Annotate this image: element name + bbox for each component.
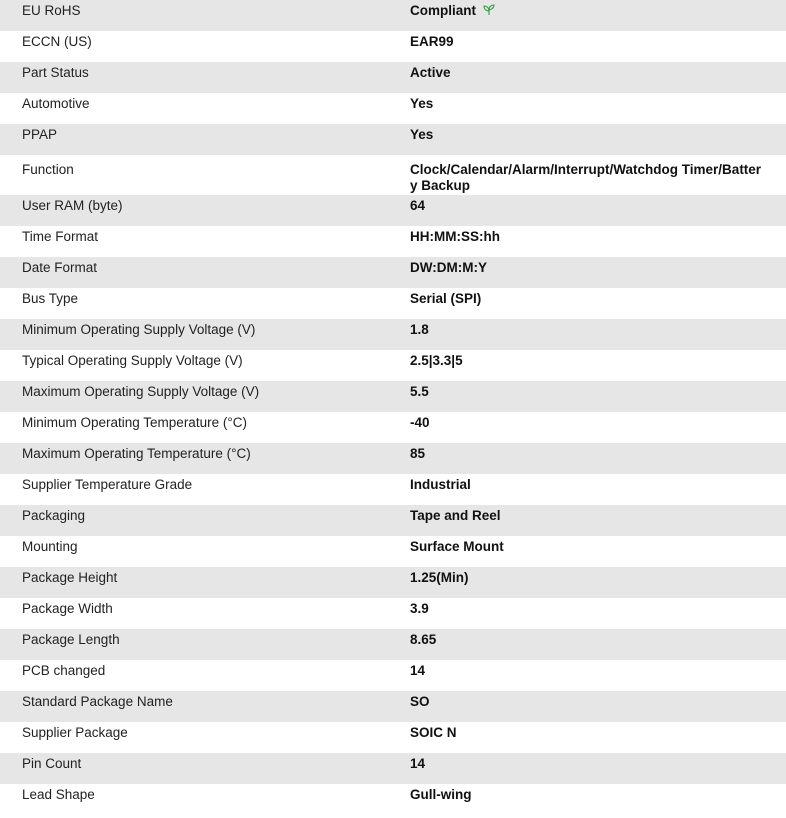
spec-value: EAR99 (410, 31, 786, 62)
spec-label: Standard Package Name (0, 691, 410, 722)
spec-value: 14 (410, 660, 786, 691)
spec-row-min-temp (0, 412, 786, 443)
spec-label: Bus Type (0, 288, 410, 319)
spec-value: Compliant (410, 3, 476, 18)
spec-value: Industrial (410, 474, 786, 505)
spec-label: Supplier Temperature Grade (0, 474, 410, 505)
spec-row-pcb-changed (0, 660, 786, 691)
spec-row-temp-grade (0, 474, 786, 505)
spec-value: Gull-wing (410, 784, 786, 815)
spec-value: 8.65 (410, 629, 786, 660)
spec-value: Surface Mount (410, 536, 786, 567)
spec-row-ppap (0, 124, 786, 155)
spec-row-std-package-name (0, 691, 786, 722)
spec-row-automotive (0, 93, 786, 124)
spec-label: Package Length (0, 629, 410, 660)
spec-label: PPAP (0, 124, 410, 155)
spec-value: 3.9 (410, 598, 786, 629)
spec-value: 2.5|3.3|5 (410, 350, 786, 381)
spec-row-date-format (0, 257, 786, 288)
spec-row-pin-count (0, 753, 786, 784)
spec-label: Packaging (0, 505, 410, 536)
spec-label: Minimum Operating Temperature (°C) (0, 412, 410, 443)
spec-row-eu-rohs (0, 0, 786, 31)
spec-row-mounting (0, 536, 786, 567)
spec-value: DW:DM:M:Y (410, 257, 786, 288)
spec-row-lead-shape (0, 784, 786, 815)
spec-row-typ-supply-voltage (0, 350, 786, 381)
spec-row-max-temp (0, 443, 786, 474)
spec-label: Part Status (0, 62, 410, 93)
spec-label: Date Format (0, 257, 410, 288)
spec-row-user-ram (0, 195, 786, 226)
spec-label: EU RoHS (0, 0, 410, 31)
spec-value-cell (410, 0, 786, 31)
spec-value: SO (410, 691, 786, 722)
spec-label: Automotive (0, 93, 410, 124)
spec-label: Typical Operating Supply Voltage (V) (0, 350, 410, 381)
spec-label: Time Format (0, 226, 410, 257)
spec-label: Pin Count (0, 753, 410, 784)
spec-value: 85 (410, 443, 786, 474)
spec-label: Function (0, 155, 410, 195)
leaf-icon (482, 4, 496, 16)
spec-label: Mounting (0, 536, 410, 567)
spec-label: Maximum Operating Temperature (°C) (0, 443, 410, 474)
spec-value: 1.8 (410, 319, 786, 350)
spec-label: Maximum Operating Supply Voltage (V) (0, 381, 410, 412)
spec-value: Serial (SPI) (410, 288, 786, 319)
spec-value: SOIC N (410, 722, 786, 753)
spec-label: Minimum Operating Supply Voltage (V) (0, 319, 410, 350)
spec-value: 64 (410, 195, 786, 226)
spec-value: Yes (410, 124, 786, 155)
spec-value: Active (410, 62, 786, 93)
spec-value: Tape and Reel (410, 505, 786, 536)
spec-row-bus-type (0, 288, 786, 319)
spec-row-max-supply-voltage (0, 381, 786, 412)
spec-label: Package Width (0, 598, 410, 629)
spec-label: ECCN (US) (0, 31, 410, 62)
spec-value: 1.25(Min) (410, 567, 786, 598)
spec-row-min-supply-voltage (0, 319, 786, 350)
spec-label: Lead Shape (0, 784, 410, 815)
spec-value: Yes (410, 93, 786, 124)
spec-value: Clock/Calendar/Alarm/Interrupt/Watchdog Timer/Battery Backup (410, 155, 786, 195)
spec-value: HH:MM:SS:hh (410, 226, 786, 257)
spec-row-package-width (0, 598, 786, 629)
spec-row-package-height (0, 567, 786, 598)
spec-row-function (0, 155, 786, 195)
spec-label: Supplier Package (0, 722, 410, 753)
spec-label: PCB changed (0, 660, 410, 691)
spec-value: 14 (410, 753, 786, 784)
spec-row-package-length (0, 629, 786, 660)
spec-row-supplier-package (0, 722, 786, 753)
spec-row-time-format (0, 226, 786, 257)
spec-row-eccn (0, 31, 786, 62)
spec-value: -40 (410, 412, 786, 443)
spec-row-part-status (0, 62, 786, 93)
spec-label: Package Height (0, 567, 410, 598)
spec-row-packaging (0, 505, 786, 536)
spec-label: User RAM (byte) (0, 195, 410, 226)
spec-value: 5.5 (410, 381, 786, 412)
